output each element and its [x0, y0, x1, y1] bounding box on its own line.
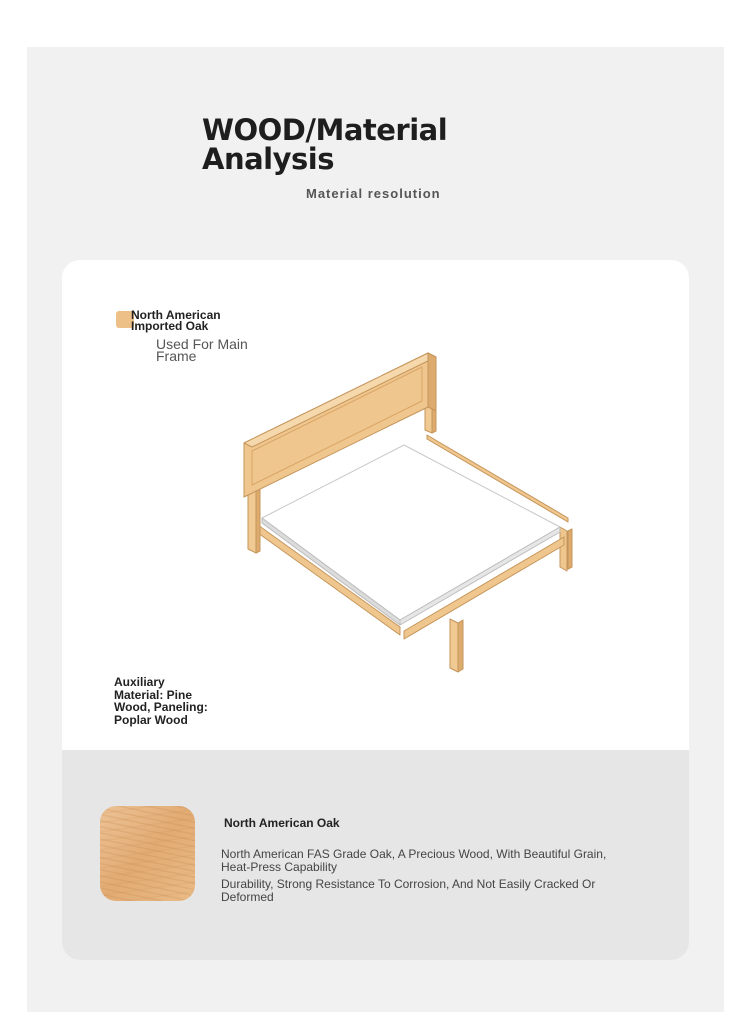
material-description-line: Durability, Strong Resistance To Corrosion, And Not Easily Cracked Or Deformed	[221, 877, 596, 904]
front-leg-left-side	[458, 620, 463, 672]
material-name: North American Oak	[224, 816, 340, 830]
mattress-top	[262, 445, 560, 620]
main-material-label: North American Imported Oak	[131, 308, 221, 333]
back-right-leg	[560, 527, 567, 571]
bed-frame-illustration	[172, 335, 592, 680]
headboard-side	[428, 353, 436, 411]
page-title: WOOD/Material Analysis	[202, 113, 448, 176]
page-subtitle: Material resolution	[306, 186, 441, 201]
material-detail-section	[62, 750, 689, 960]
main-material-use-label: Used For Main Frame	[156, 336, 248, 364]
auxiliary-material-label: Auxiliary Material: Pine Wood, Paneling: Poplar Wood	[114, 675, 208, 727]
oak-wood-sample-image	[100, 806, 195, 901]
front-leg-left	[450, 619, 458, 672]
material-diagram-card	[62, 260, 689, 960]
material-description	[221, 848, 621, 908]
front-right-leg	[568, 529, 572, 569]
material-description-line: North American FAS Grade Oak, A Precious Wood, With Beautiful Grain, Heat-Press Capability	[221, 847, 607, 874]
